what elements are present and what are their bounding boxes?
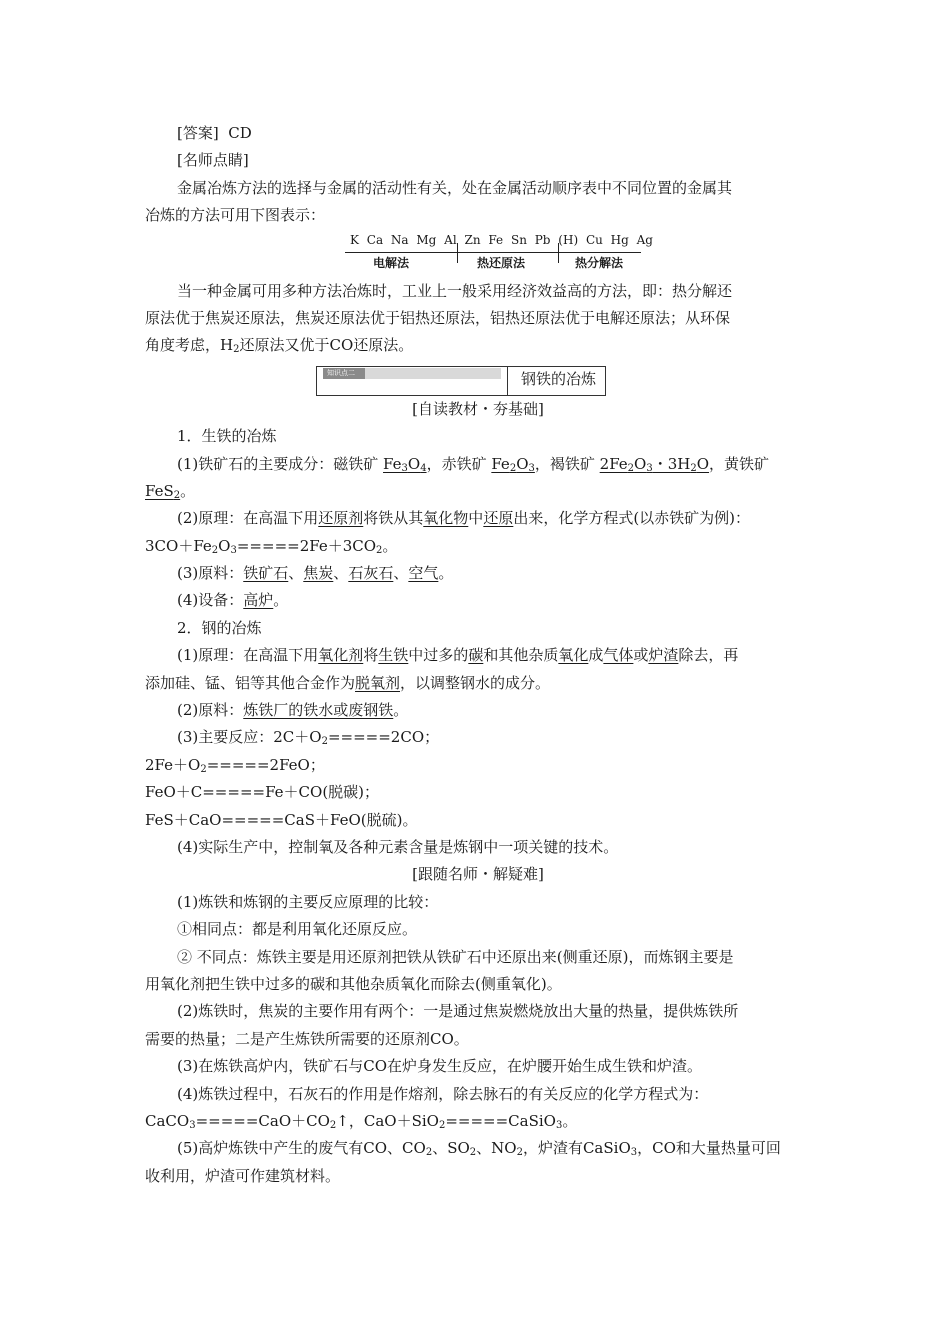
s1-equipment: (4)设备：高炉。: [177, 591, 289, 610]
d-p3-line2: 用氧化剂把生铁中过多的碳和其他杂质氧化而除去(侧重氧化)。: [145, 974, 562, 993]
diagram-baseline: [345, 252, 641, 253]
para2-line3: 角度考虑，$H_2$还原法又优于CO还原法。: [145, 336, 414, 356]
answer-value: CD: [228, 124, 252, 142]
s1-equation: $3CO+Fe_2O_3=====2Fe+3CO_2$。: [145, 536, 398, 556]
s2-reaction-2: $2Fe+O_2=====2FeO$；: [145, 755, 325, 775]
s1-ore-line2: FeS$_2$。: [145, 481, 196, 501]
para2-line1: 当一种金属可用多种方法冶炼时，工业上一般采用经济效益高的方法，即：热分解还: [177, 281, 733, 300]
answer-label: [答案]: [177, 124, 219, 142]
s2-principle-line1: (1)原理：在高温下用氧化剂将生铁中过多的碳和其他杂质氧化成气体或炉渣除去，再: [177, 646, 739, 665]
s1-materials: (3)原料：铁矿石、焦炭、石灰石、空气。: [177, 564, 454, 583]
para1-line2: 冶炼的方法可用下图表示：: [145, 206, 326, 225]
section-header: [145, 360, 811, 396]
d-p8-line2: 收利用，炉渣可作建筑材料。: [145, 1166, 341, 1185]
s2-reaction-3: FeO＋C=====Fe＋CO(脱碳)；: [145, 783, 380, 802]
answer-line: [145, 120, 811, 147]
s2-principle-line2: 添加硅、锰、铝等其他合金作为脱氧剂，以调整钢水的成分。: [145, 673, 551, 692]
s2-materials: (2)原料：炼铁厂的铁水或废钢铁。: [177, 701, 409, 720]
d-p8-line1: (5)高炉炼铁中产生的废气有CO、$CO_2$、$SO_2$、$NO_2$，炉渣有CaSiO$_3$，CO和大量热量可回: [177, 1139, 781, 1159]
d-p4-line2: 需要的热量；二是产生炼铁所需要的还原剂CO。: [145, 1029, 469, 1048]
d-p4-line1: (2)炼铁时，焦炭的主要作用有两个：一是通过焦炭燃烧放出大量的热量，提供炼铁所: [177, 1002, 739, 1021]
s1-ore-line1: (1)铁矿石的主要成分：磁铁矿 $Fe_3O_4$，赤铁矿 $Fe_2O_3$，褐铁矿 $2Fe_2O_3$・$3H_2O$，黄铁矿: [177, 454, 770, 474]
diagram-divider: [558, 243, 559, 263]
subsection-heading-1: [自读教材・夯基础]: [412, 399, 544, 418]
document-content: [145, 120, 811, 1190]
d-p7: $CaCO_3=====CaO+CO_2↑$，CaO＋SiO$_2$=====CaSiO$_3$。: [145, 1111, 578, 1131]
metal-activity-diagram: [145, 230, 811, 278]
para1-line1: 金属冶炼方法的选择与金属的活动性有关，处在金属活动顺序表中不同位置的金属其: [177, 178, 733, 197]
method-electrolysis: 电解法: [373, 255, 410, 270]
method-thermal-reduction: 热还原法: [477, 255, 526, 270]
section-box: [316, 366, 606, 396]
section-tag-text: 知识点二: [327, 368, 355, 377]
d-p3-line1: ② 不同点：炼铁主要是用还原剂把铁从铁矿石中还原出来(侧重还原)，而炼钢主要是: [177, 947, 734, 966]
s2-reaction-1: (3)主要反应：$2C+O_2=====2CO$；: [177, 728, 440, 748]
section-tag: [323, 368, 501, 379]
s2-note: (4)实际生产中，控制氧及各种元素含量是炼钢中一项关键的技术。: [177, 837, 619, 856]
d-p1: (1)炼铁和炼钢的主要反应原理的比较：: [177, 892, 439, 911]
s1-heading: 1．生铁的冶炼: [177, 427, 277, 446]
para2-line2: 原法优于焦炭还原法，焦炭还原法优于铝热还原法，铝热还原法优于电解还原法；从环保: [145, 308, 731, 327]
s2-reaction-4: FeS＋CaO=====CaS＋FeO(脱硫)。: [145, 810, 418, 829]
s2-heading: 2．钢的冶炼: [177, 618, 262, 637]
method-thermal-decomposition: 热分解法: [575, 255, 624, 270]
tip-heading: [名师点睛]: [177, 151, 249, 170]
s1-principle: (2)原理：在高温下用还原剂将铁从其氧化物中还原出来，化学方程式(以赤铁矿为例)：: [177, 509, 751, 528]
d-p6: (4)炼铁过程中，石灰石的作用是作熔剂，除去脉石的有关反应的化学方程式为：: [177, 1084, 709, 1103]
metal-series: K Ca Na Mg Al Zn Fe Sn Pb (H) Cu Hg Ag: [350, 232, 653, 247]
d-p5: (3)在炼铁高炉内，铁矿石与CO在炉身发生反应，在炉腰开始生成生铁和炉渣。: [177, 1057, 703, 1076]
diagram-divider: [457, 243, 458, 263]
section-title: 钢铁的冶炼: [521, 369, 597, 388]
subsection-heading-2: [跟随名师・解疑难]: [412, 865, 544, 884]
d-p2: ①相同点：都是利用氧化还原反应。: [177, 920, 418, 939]
